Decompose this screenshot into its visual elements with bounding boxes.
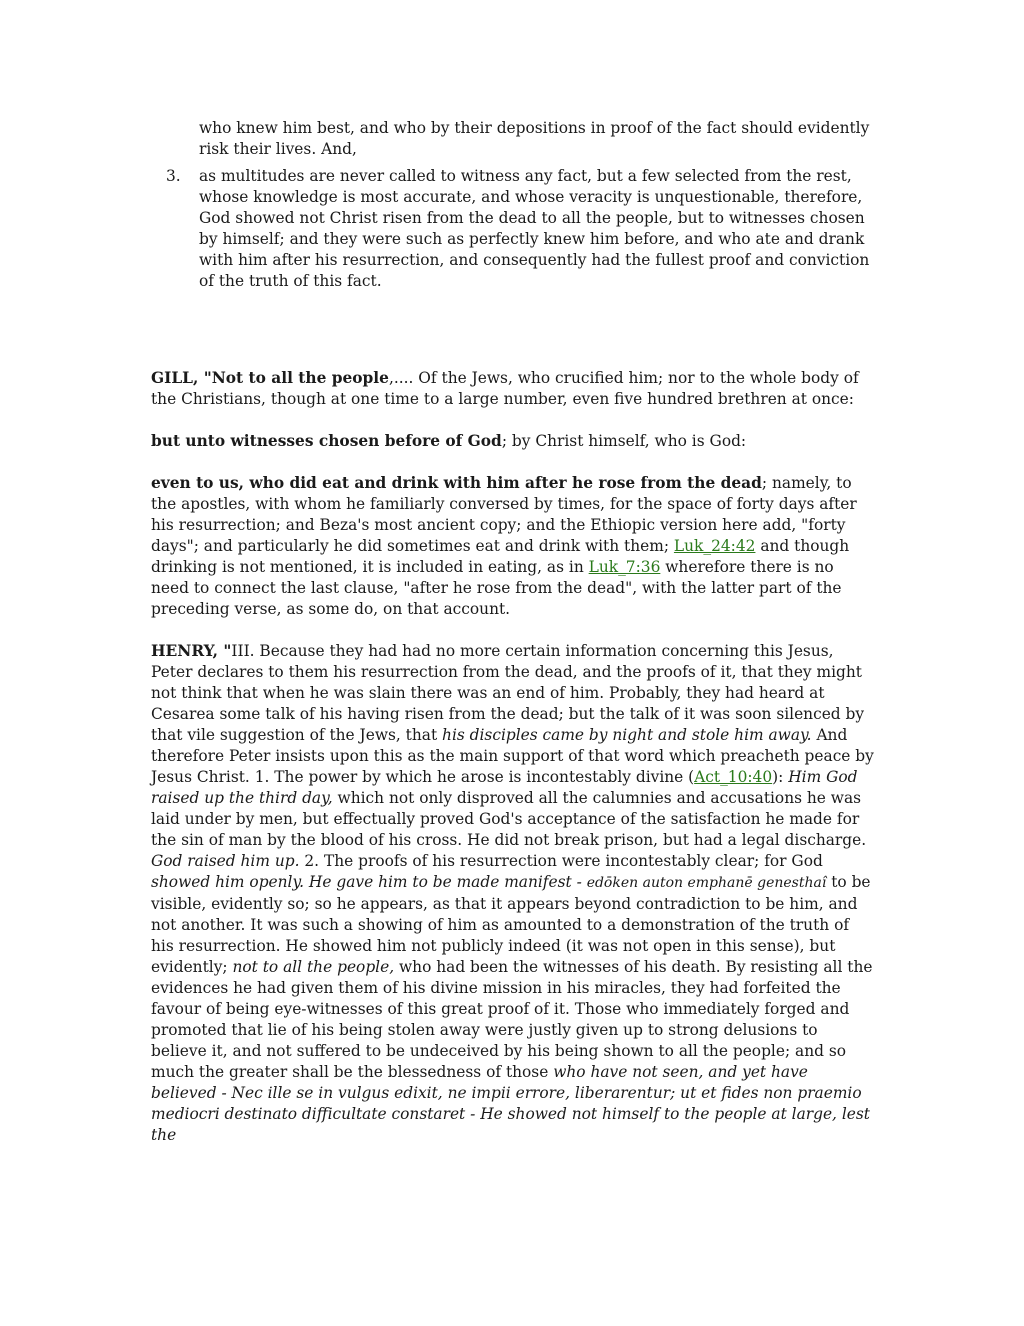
greek-transliteration: edōken auton emphanē genesthaî [586,875,827,891]
gill-paragraph-3: even to us, who did eat and drink with him after he rose from the dead; namely, to the apostles, with whom he familiarly conversed by times, for the space of forty days after his resurrection; and Beza's most ancient copy; and the Ethiopic version here add, "forty days"; and particularly he did sometimes eat and drink with them; Luk_24:42 and though drinking is not mentioned, it is included in eating, as in Luk_7:36 wherefore there is no need to connect the last clause, "after he rose from the dead", with the latter part of the preceding verse, as some do, on that account. [151,474,857,618]
scripture-link-luk-7-36[interactable]: Luk_7:36 [588,558,661,576]
document-page [151,118,875,1146]
list-number: 3. [166,167,181,185]
gill-label: GILL, "Not to all the people [151,369,389,387]
henry-label: HENRY, " [151,642,232,660]
henry-paragraph: HENRY, "III. Because they had had no more certain information concerning this Jesus, Peter declares to them his resurrection from the dead, and the proofs of it, that they might not think that when he was slain there was an end of him. Probably, they had heard at Cesarea some talk of his having risen from the dead; but the talk of it was soon silenced by that vile suggestion of the Jews, that his disciples came by night and stole him away. And therefore Peter insists upon this as the main support of that word which preacheth peace by Jesus Christ. 1. The power by which he arose is incontestably divine (Act_10:40): Him God raised up the third day, which not only disproved all the calumnies and accusations he was laid under by men, but effectually proved God's acceptance of the satisfaction he made for the sin of man by the blood of his cross. He did not break prison, but had a legal discharge. God raised him up. 2. The proofs of his resurrection were incontestably clear; for God showed him openly. He gave him to be made manifest - edōken auton emphanē genesthaî to be visible, evidently so; so he appears, as that it appears beyond contradiction to be him, and not another. It was such a showing of him as amounted to a demonstration of the truth of his resurrection. He showed him not publicly indeed (it was not open in this sense), but evidently; not to all the people, who had been the witnesses of his death. By resisting all the evidences he had given them of his divine mission in his miracles, they had forfeited the favour of being eye-witnesses of this great proof of it. Those who immediately forged and promoted that lie of his being stolen away were justly given up to strong delusions to believe it, and not suffered to be undeceived by his being shown to all the people; and so much the greater shall be the blessedness of those who have not seen, and yet have believed - Nec ille se in vulgus edixit, ne impii errore, liberarentur; ut et fides non praemio mediocri destinato difficultate constaret - He showed not himself to the people at large, lest the [151,642,874,1144]
gill-paragraph-2: but unto witnesses chosen before of God; by Christ himself, who is God: [151,432,747,450]
gill-heading-2: but unto witnesses chosen before of God [151,432,502,450]
gill-heading-3: even to us, who did eat and drink with him after he rose from the dead [151,474,762,492]
list-item-continuation: who knew him best, and who by their depositions in proof of the fact should evidently risk their lives. And, [199,119,870,158]
list-item-3 [166,166,875,292]
scripture-link-luk-24-42[interactable]: Luk_24:42 [673,537,756,555]
gill-paragraph-1: GILL, "Not to all the people,.... Of the Jews, who crucified him; nor to the whole body of the Christians, though at one time to a large number, even five hundred brethren at once: [151,369,859,408]
scripture-link-act-10-40[interactable]: Act_10:40 [694,768,773,786]
list-item-text: as multitudes are never called to witness any fact, but a few selected from the rest, whose knowledge is most accurate, and whose veracity is unquestionable, therefore, God showed not Christ risen from the dead to all the people, but to witnesses chosen by himself; and they were such as perfectly knew him before, and who ate and drank with him after his resurrection, and consequently had the fullest proof and conviction of the truth of this fact. [199,167,870,290]
